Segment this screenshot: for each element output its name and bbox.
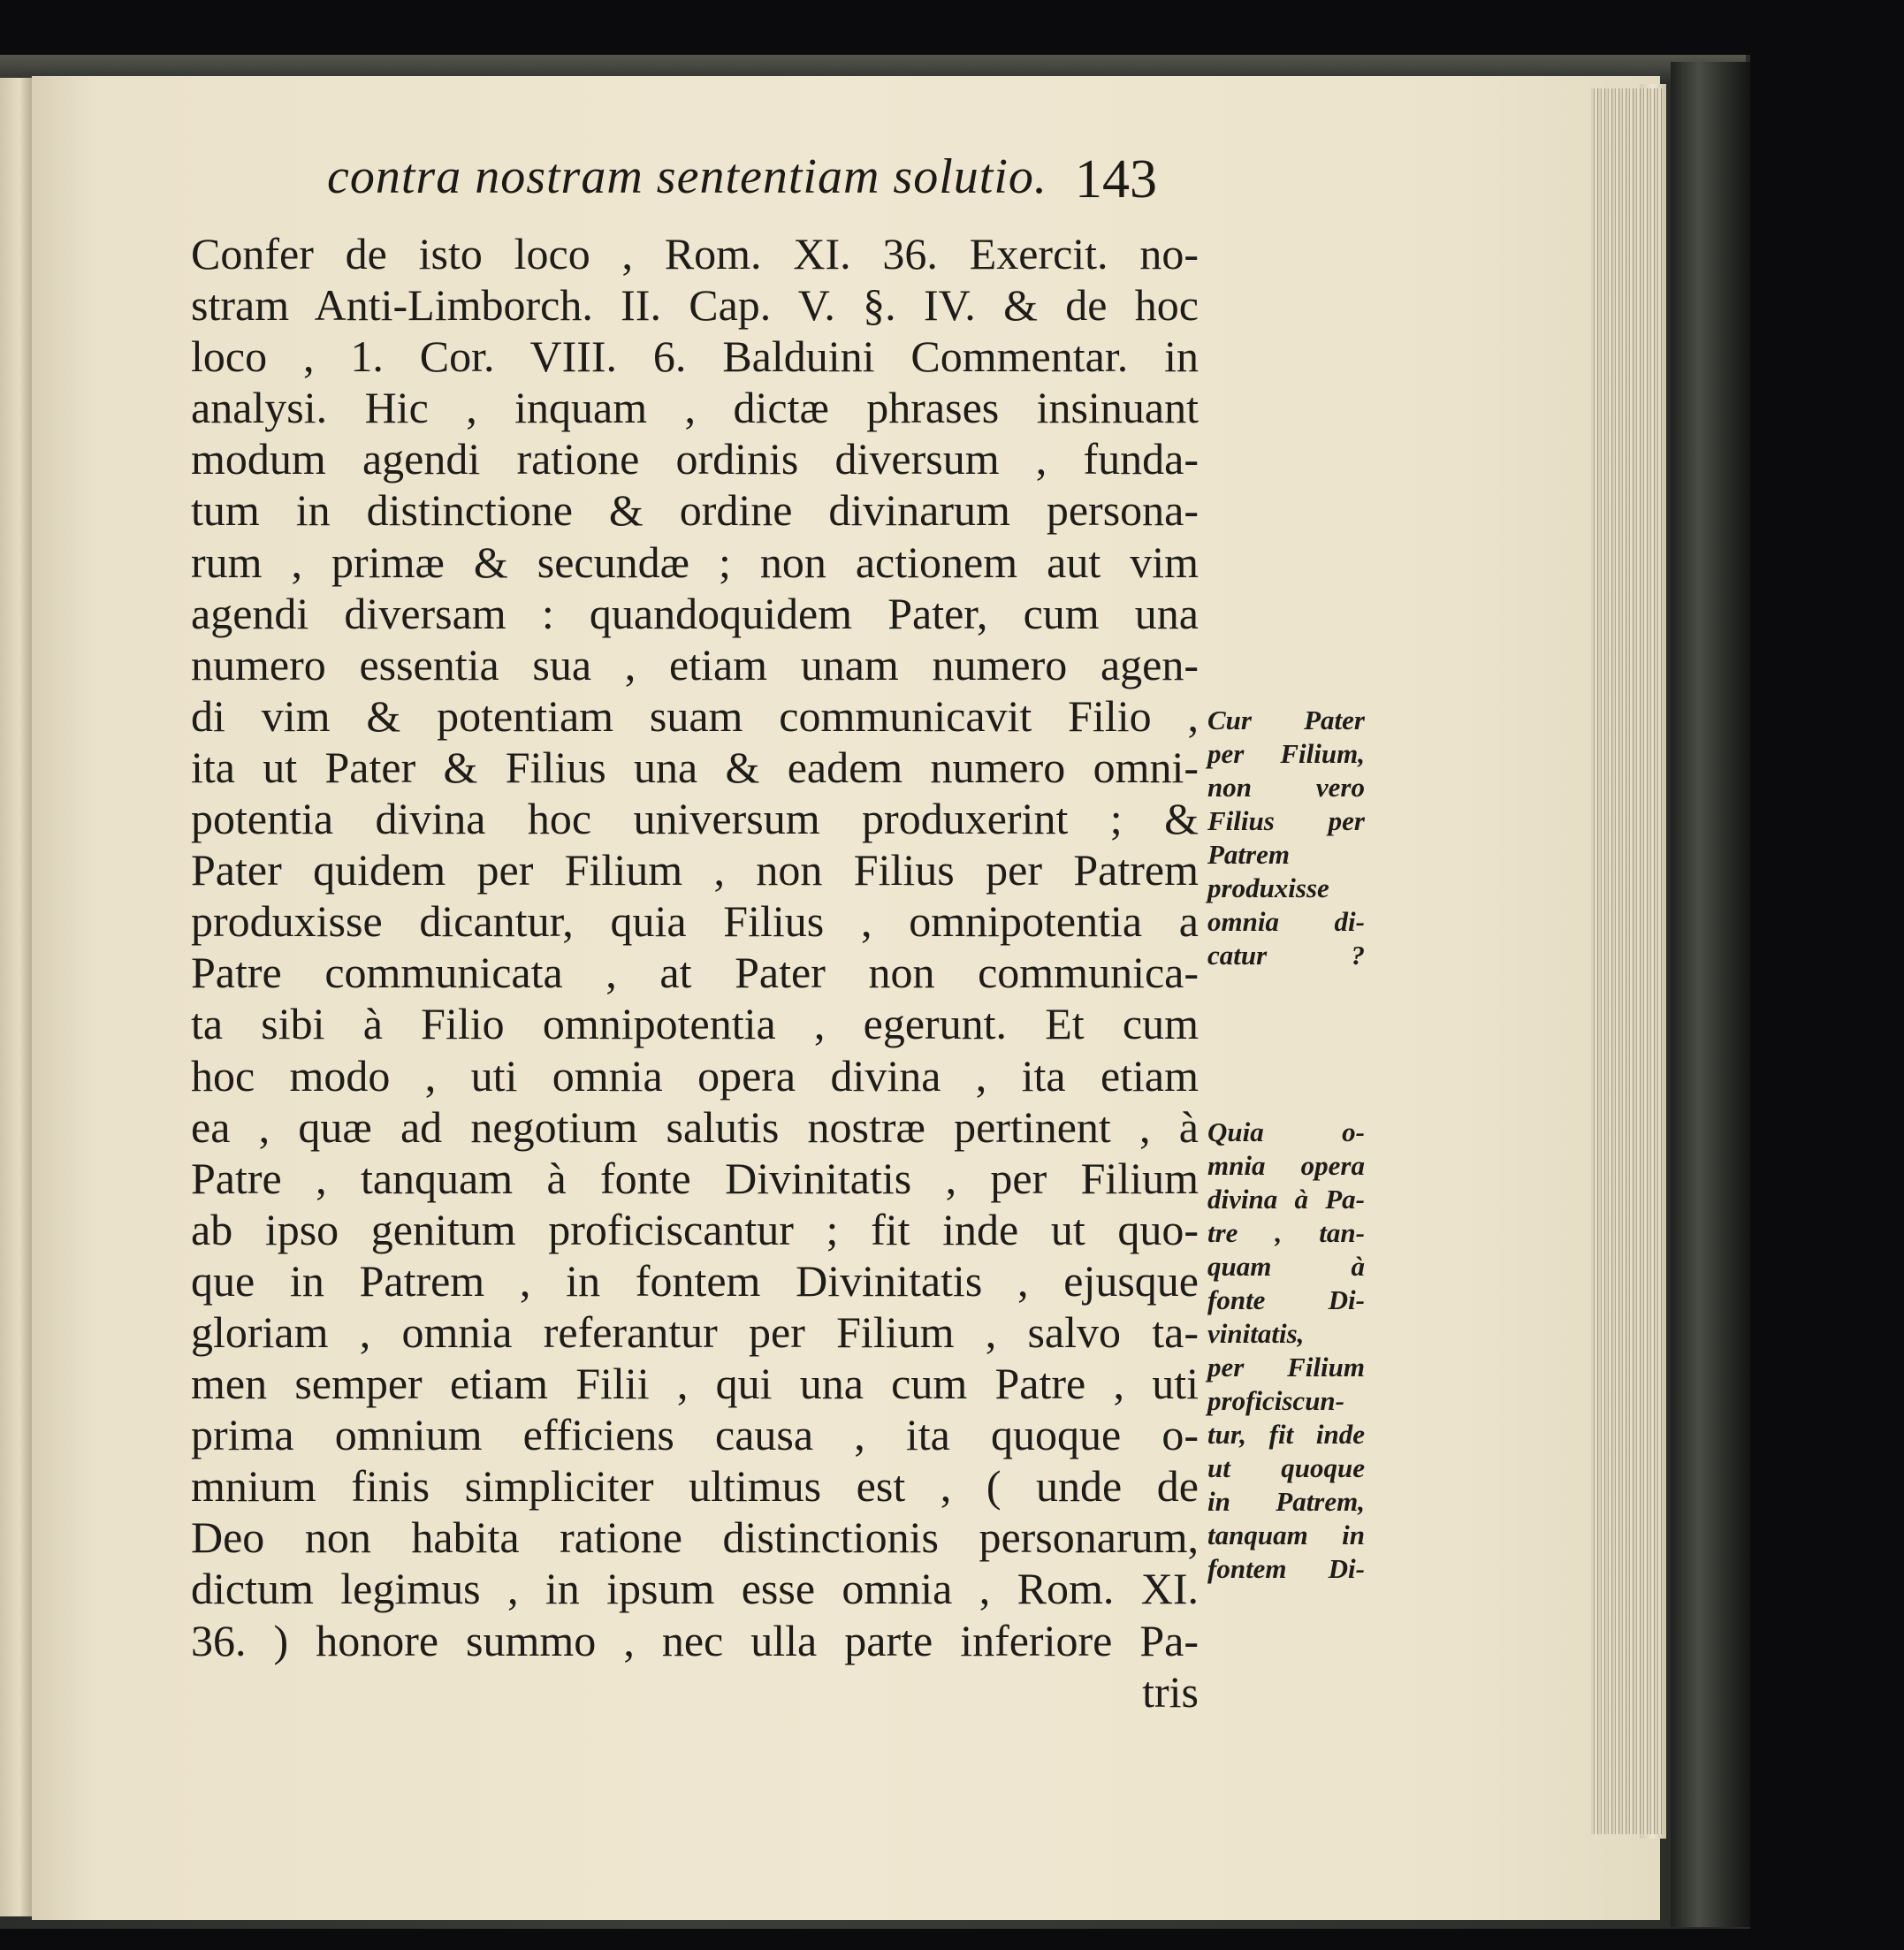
text-line: Pater quidem per Filium , non Filius per Patrem — [191, 845, 1199, 895]
text-line: analysi. Hic , inquam , dictæ phrases insinuant — [191, 383, 1199, 433]
text-line: hoc modo , uti omnia opera divina , ita etiam — [191, 1050, 1199, 1101]
text-line: di vim & potentiam suam communicavit Filio , — [191, 690, 1199, 741]
text-line: mnium finis simpliciter ultimus est , ( unde de — [191, 1461, 1199, 1512]
margin-note-line: catur ? — [1207, 940, 1365, 971]
text-line: Confer de isto loco , Rom. XI. 36. Exercit. no- — [191, 229, 1199, 278]
text-line: dictum legimus , in ipsum esse omnia , Rom. XI. — [191, 1564, 1199, 1614]
margin-note-line: ut quoque — [1207, 1452, 1365, 1483]
book-spine-edge — [1671, 62, 1750, 1927]
margin-note-line: vinitatis, — [1207, 1318, 1305, 1349]
margin-note-line: non vero — [1207, 772, 1365, 803]
text-line: ab ipso genitum proficiscantur ; fit inde ut quo- — [191, 1204, 1199, 1254]
margin-note-line: quam à — [1207, 1251, 1365, 1282]
previous-page-edge — [0, 78, 32, 1916]
text-line: Patre , tanquam à fonte Divinitatis , per Filium — [191, 1153, 1199, 1203]
margin-note-line: per Filium, — [1207, 738, 1365, 769]
margin-note-line: produxisse — [1207, 872, 1329, 903]
body-text — [191, 228, 1199, 1718]
text-line: loco , 1. Cor. VIII. 6. Balduini Commentar. in — [191, 331, 1199, 382]
text-line: modum agendi ratione ordinis diversum , funda- — [191, 434, 1199, 484]
margin-note-line: tur, fit inde — [1207, 1419, 1365, 1450]
margin-note-line: tre , tan- — [1207, 1217, 1365, 1248]
text-line: men semper etiam Filii , qui una cum Patre , uti — [191, 1359, 1199, 1409]
text-line: prima omnium efficiens causa , ita quoque o- — [191, 1410, 1199, 1460]
page-number: 143 — [1075, 149, 1157, 209]
margin-note-line: Patrem — [1207, 839, 1290, 870]
page-stack-lines — [1591, 88, 1662, 1834]
margin-note-line: divina à Pa- — [1207, 1184, 1365, 1215]
text-line: potentia divina hoc universum produxerint ; & — [191, 794, 1199, 844]
margin-note-line: Quia o- — [1207, 1116, 1365, 1147]
text-line: Deo non habita ratione distinctionis personarum, — [191, 1512, 1199, 1563]
margin-note-question — [1207, 704, 1365, 972]
text-line: tum in distinctione & ordine divinarum persona- — [191, 485, 1199, 536]
text-line: Patre communicata , at Pater non communica- — [191, 948, 1199, 998]
margin-note-line: per Filium — [1207, 1352, 1365, 1383]
text-line: produxisse dicantur, quia Filius , omnipotentia a — [191, 896, 1199, 947]
margin-note-line: Filius per — [1207, 805, 1365, 836]
margin-note-line: fontem Di- — [1207, 1553, 1365, 1584]
margin-note-answer — [1207, 1116, 1365, 1586]
margin-note-line: proficiscun- — [1207, 1385, 1344, 1416]
text-line: ita ut Pater & Filius una & eadem numero omni- — [191, 742, 1199, 792]
text-line: que in Patrem , in fontem Divinitatis , ejusque — [191, 1255, 1199, 1306]
text-line: gloriam , omnia referantur per Filium , salvo ta- — [191, 1306, 1199, 1357]
text-line: agendi diversam : quandoquidem Pater, cum una — [191, 588, 1199, 638]
text-line: ea , quæ ad negotium salutis nostræ pertinent , à — [191, 1101, 1199, 1152]
running-head: contra nostram sententiam solutio. — [327, 149, 1047, 204]
text-line-last: tris — [1142, 1666, 1199, 1717]
text-line: 36. ) honore summo , nec ulla parte inferiore Pa- — [191, 1615, 1199, 1665]
text-line: ta sibi à Filio omnipotentia , egerunt. Et cum — [191, 999, 1199, 1049]
margin-note-line: Cur Pater — [1207, 705, 1365, 735]
text-line: stram Anti-Limborch. II. Cap. V. §. IV. & de hoc — [191, 280, 1199, 331]
text-line: rum , primæ & secundæ ; non actionem aut vim — [191, 537, 1199, 587]
margin-note-line: mnia opera — [1207, 1150, 1365, 1181]
margin-note-line: omnia di- — [1207, 906, 1365, 937]
text-line: numero essentia sua , etiam unam numero agen- — [191, 639, 1199, 689]
margin-note-line: in Patrem, — [1207, 1486, 1365, 1517]
margin-note-line: tanquam in — [1207, 1520, 1365, 1550]
margin-note-line: fonte Di- — [1207, 1284, 1365, 1315]
